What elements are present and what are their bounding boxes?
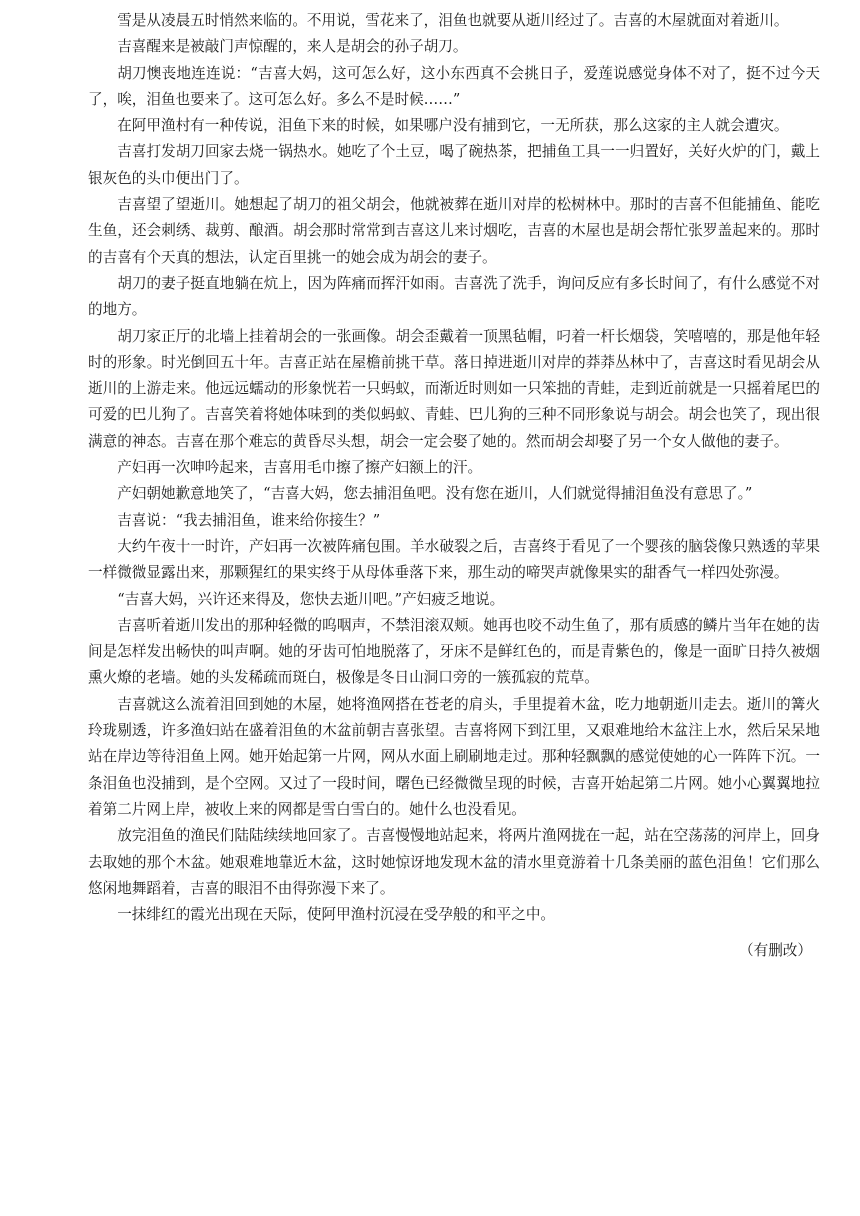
paragraph-6: 吉喜望了望逝川。她想起了胡刀的祖父胡会，他就被葬在逝川对岸的松树林中。那时的吉喜不但能捕鱼、能吃生鱼，还会刺绣、裁剪、酿酒。胡会那时常常到吉喜这儿来讨烟吃，吉喜的木屋也是胡会帮忙张罗盖起来的。那时的吉喜有个天真的想法，认定百里挑一的她会成为胡会的妻子。 bbox=[88, 196, 820, 266]
paragraph-17: 一抹绯红的霞光出现在天际，使阿甲渔村沉浸在受孕般的和平之中。 bbox=[117, 906, 556, 924]
paragraph-11: 吉喜说：“我去捕泪鱼，谁来给你接生？” bbox=[117, 511, 381, 529]
document-body bbox=[88, 8, 820, 965]
paragraph-15: 吉喜就这么流着泪回到她的木屋，她将渔网搭在苍老的肩头，手里提着木盆，吃力地朝逝川走去。逝川的篝火玲珑剔透，许多渔妇站在盛着泪鱼的木盆前朝吉喜张望。吉喜将网下到江里，又艰难地给木盆注上水，然后呆呆地站在岸边等待泪鱼上网。她开始起第一片网，网从水面上刷刷地走过。那种轻飘飘的感觉使她的心一阵阵下沉。一条泪鱼也没捕到，是个空网。又过了一段时间，曙色已经微微呈现的时候，吉喜开始起第二片网。她小心翼翼地拉着第二片网上岸，被收上来的网都是雪白雪白的。她什么也没看见。 bbox=[88, 695, 820, 818]
paragraph-13: “吉喜大妈，兴许还来得及，您快去逝川吧。”产妇疲乏地说。 bbox=[117, 590, 505, 608]
paragraph-12: 大约午夜十一时许，产妇再一次被阵痛包围。羊水破裂之后，吉喜终于看见了一个婴孩的脑袋像只熟透的苹果一样微微显露出来，那颗猩红的果实终于从母体垂落下来，那生动的啼哭声就像果实的甜香气一样四处弥漫。 bbox=[88, 537, 820, 582]
paragraph-5: 吉喜打发胡刀回家去烧一锅热水。她吃了个土豆，喝了碗热茶，把捕鱼工具一一归置好，关好火炉的门，戴上银灰色的头巾便出门了。 bbox=[88, 143, 820, 187]
paragraph-4: 在阿甲渔村有一种传说，泪鱼下来的时候，如果哪户没有捕到它，一无所获，那么这家的主人就会遭灾。 bbox=[117, 117, 789, 135]
paragraph-1: 雪是从凌晨五时悄然来临的。不用说，雪花来了，泪鱼也就要从逝川经过了。吉喜的木屋就面对着逝川。 bbox=[117, 12, 789, 29]
paragraph-8: 胡刀家正厅的北墙上挂着胡会的一张画像。胡会歪戴着一顶黑毡帽，叼着一杆长烟袋，笑嘻嘻的，那是他年轻时的形象。时光倒回五十年。吉喜正站在屋檐前挑干草。落日掉进逝川对岸的莽莽丛林中了，吉喜这时看见胡会从逝川的上游走来。他远远蠕动的形象恍若一只蚂蚁，而渐近时则如一只笨拙的青蛙，走到近前就是一只摇着尾巴的可爱的巴儿狗了。吉喜笑着将她体味到的类似蚂蚁、青蛙、巴儿狗的三种不同形象说与胡会。胡会也笑了，现出很满意的神态。吉喜在那个难忘的黄昏尽头想，胡会一定会娶了她的。然而胡会却娶了另一个女人做他的妻子。 bbox=[88, 327, 820, 450]
paragraph-10: 产妇朝她歉意地笑了，“吉喜大妈，您去捕泪鱼吧。没有您在逝川，人们就觉得捕泪鱼没有意思了。” bbox=[117, 485, 753, 503]
paragraph-7: 胡刀的妻子挺直地躺在炕上，因为阵痛而挥汗如雨。吉喜洗了洗手，询问反应有多长时间了，有什么感觉不对的地方。 bbox=[88, 274, 820, 319]
abridged-note: （有删改） bbox=[739, 942, 812, 960]
paragraph-2: 吉喜醒来是被敲门声惊醒的，来人是胡会的孙子胡刀。 bbox=[117, 38, 468, 56]
paragraph-16: 放完泪鱼的渔民们陆陆续续地回家了。吉喜慢慢地站起来，将两片渔网拢在一起，站在空荡荡的河岸上，回身去取她的那个木盆。她艰难地靠近木盆，这时她惊讶地发现木盆的清水里竟游着十几条美丽的蓝色泪鱼！它们那么悠闲地舞蹈着，吉喜的眼泪不由得弥漫下来了。 bbox=[88, 827, 820, 897]
paragraph-3: 胡刀懊丧地连连说：“吉喜大妈，这可怎么好，这小东西真不会挑日子，爱莲说感觉身体不对了，挺不过今天了，唉，泪鱼也要来了。这可怎么好。多么不是时候……” bbox=[88, 64, 820, 108]
paragraph-14: 吉喜听着逝川发出的那种轻微的呜咽声，不禁泪滚双颊。她再也咬不动生鱼了，那有质感的鳞片当年在她的齿间是怎样发出畅快的叫声啊。她的牙齿可怕地脱落了，牙床不是鲜红色的，而是青紫色的，像是一面旷日持久被烟熏火燎的老墙。她的头发稀疏而斑白，极像是冬日山洞口旁的一簇孤寂的荒草。 bbox=[88, 616, 820, 687]
paragraph-9: 产妇再一次呻吟起来，吉喜用毛巾擦了擦产妇额上的汗。 bbox=[117, 459, 483, 477]
